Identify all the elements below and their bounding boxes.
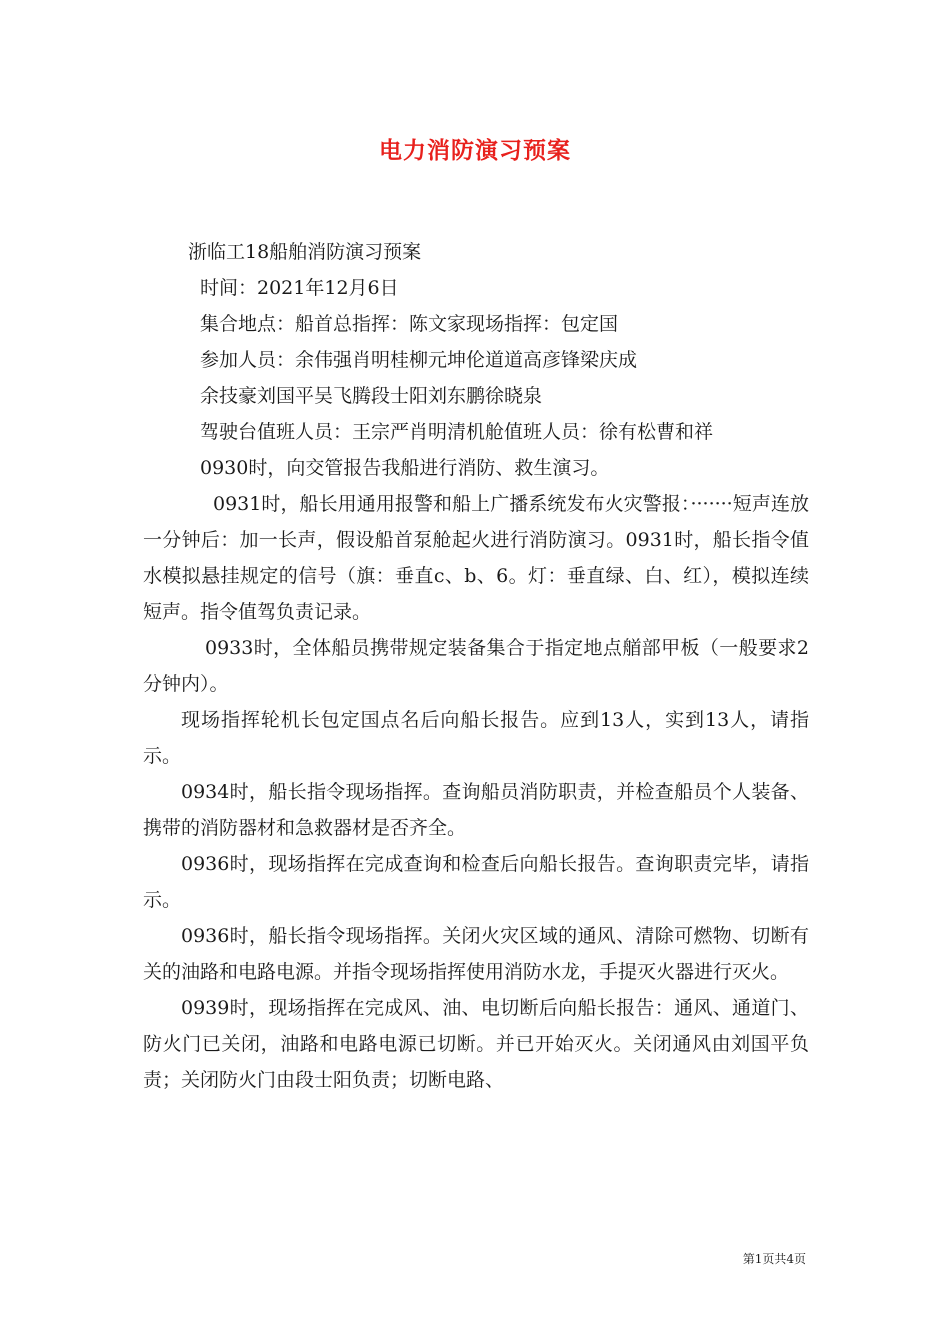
line-participants-cont: 余技豪刘国平吴飞腾段士阳刘东鹏徐晓泉	[200, 385, 543, 407]
paragraph-rollcall: 现场指挥轮机长包定国点名后向船长报告。应到13人，实到13人，请指示。	[143, 709, 809, 767]
line-location: 集合地点：船首总指挥：陈文家现场指挥：包定国	[200, 313, 619, 335]
paragraph-0933: 0933时，全体船员携带规定装备集合于指定地点艏部甲板（一般要求2分钟内）。	[143, 637, 809, 695]
paragraph-0936-report: 0936时，现场指挥在完成查询和检查后向船长报告。查询职责完毕，请指示。	[143, 853, 809, 911]
line-0930: 0930时，向交管报告我船进行消防、救生演习。	[200, 457, 610, 479]
line-time: 时间：2021年12月6日	[200, 277, 399, 299]
paragraph-0931: 0931时，船长用通用报警和船上广播系统发布火灾警报：·······短声连放一分钟后：加一长声，假设船首泵舱起火进行消防演习。0931时，船长指令值水模拟悬挂规定的信号（旗：垂直c、b、6。灯：垂直绿、白、红），模拟连续短声。指令值驾负责记录。	[143, 493, 809, 623]
line-duty-crew: 驾驶台值班人员：王宗严肖明清机舱值班人员：徐有松曹和祥	[200, 421, 714, 443]
page-number: 第1页共4页	[742, 1252, 806, 1266]
document-body	[143, 234, 809, 1098]
paragraph-0939: 0939时，现场指挥在完成风、油、电切断后向船长报告：通风、通道门、防火门已关闭，油路和电路电源已切断。并已开始灭火。关闭通风由刘国平负责；关闭防火门由段士阳负责；切断电路、	[143, 997, 809, 1091]
line-subtitle: 浙临工18船舶消防演习预案	[188, 241, 422, 263]
line-participants: 参加人员：余伟强肖明桂柳元坤伦道道高彦锋梁庆成	[200, 349, 638, 371]
paragraph-0936-order: 0936时，船长指令现场指挥。关闭火灾区域的通风、清除可燃物、切断有关的油路和电路电源。并指令现场指挥使用消防水龙，手提灭火器进行灭火。	[143, 925, 809, 983]
document-title: 电力消防演习预案	[379, 137, 571, 164]
paragraph-0934: 0934时，船长指令现场指挥。查询船员消防职责，并检查船员个人装备、携带的消防器材和急救器材是否齐全。	[143, 781, 809, 839]
